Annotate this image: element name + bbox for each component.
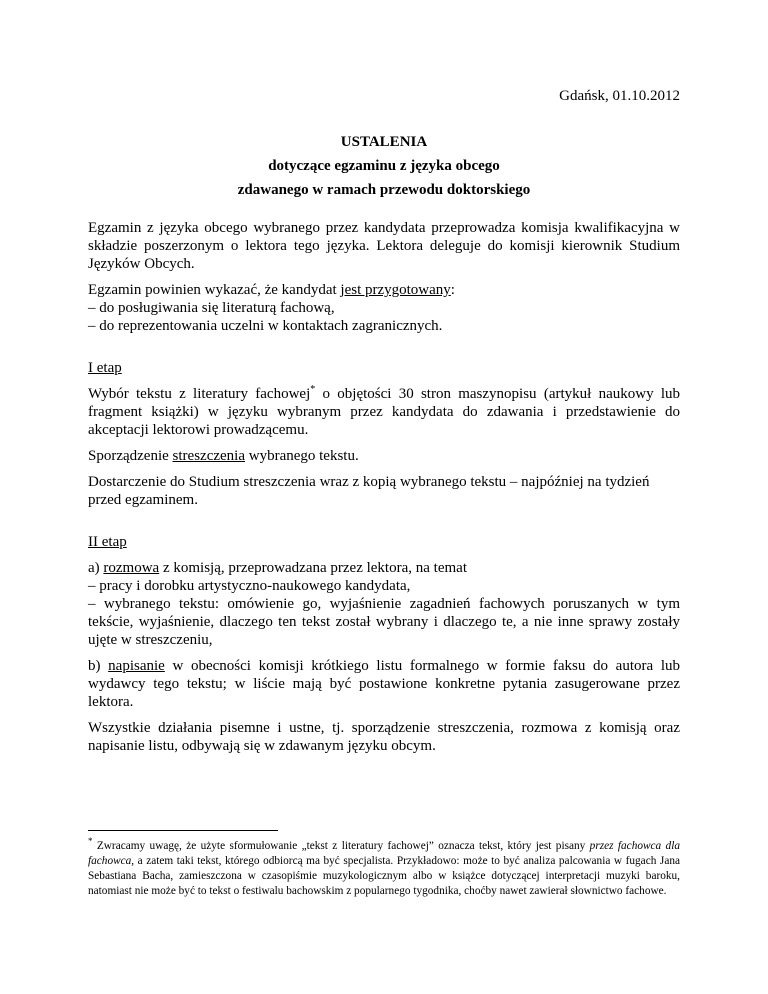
stage-2-b-prefix: b)	[88, 658, 109, 674]
requirements-item-1: – do posługiwania się literaturą fachową,	[88, 300, 335, 316]
stage-2-a-rest: z komisją, przeprowadzana przez lektora, na temat	[159, 560, 467, 576]
stage-2-point-a	[88, 559, 680, 649]
stage-2-b-rest: w obecności komisji krótkiego listu formalnego w formie faksu do autora lub wydawcy tego tekstu; w liście mają być postawione konkretne pytania zasugerowane przez lektora.	[88, 658, 680, 710]
footnote	[88, 836, 680, 899]
footnote-divider	[88, 830, 278, 831]
document-body	[88, 219, 680, 763]
stage-2-heading: II etap	[88, 534, 127, 550]
stage-2-a-prefix: a)	[88, 560, 104, 576]
footnote-text-a: Zwracamy uwagę, że użyte sformułowanie „tekst z literatury fachowej” oznacza tekst, który jest pisany	[92, 840, 590, 852]
stage-2-a-item-2: – wybranego tekstu: omówienie go, wyjaśnienie zagadnień fachowych poruszanych w tym tekście, wyjaśnienie, dlaczego ten tekst został wybrany i dlaczego te, a nie inne sprawy zostały ujęte w streszczeniu,	[88, 596, 680, 648]
stage-1-paragraph-2	[88, 447, 680, 465]
requirements-colon: :	[450, 282, 455, 298]
title-line-1: USTALENIA	[340, 134, 428, 150]
stage-1-paragraph-3: Dostarczenie do Studium streszczenia wraz z kopią wybranego tekstu – najpóźniej na tydzień przed egzaminem.	[88, 474, 650, 508]
requirements-underlined: jest przygotowany	[340, 282, 451, 298]
stage-2-b-underlined: napisanie	[108, 658, 165, 674]
stage-2-a-underlined: rozmowa	[103, 560, 160, 576]
stage-2-summary: Wszystkie działania pisemne i ustne, tj. sporządzenie streszczenia, rozmowa z komisją oraz napisanie listu, odbywają się w zdawanym języku obcym.	[88, 720, 680, 754]
stage-1-p2-b: wybranego tekstu.	[245, 448, 359, 464]
document-title	[88, 130, 680, 202]
stage-1-p2-underlined: streszczenia	[172, 448, 245, 464]
stage-2-point-b	[88, 657, 680, 711]
stage-1-text-a: Wybór tekstu z literatury fachowej	[88, 386, 311, 402]
footnote-reference: *	[310, 384, 316, 395]
footnote-text-italic: przez fachowca dla fachowca	[88, 840, 680, 867]
title-line-3: zdawanego w ramach przewodu doktorskiego	[237, 182, 531, 198]
stage-1-paragraph-1	[88, 385, 680, 439]
title-line-2: dotyczące egzaminu z języka obcego	[268, 158, 500, 174]
stage-1-text-b: o objętości 30 stron maszynopisu (artykuł naukowy lub fragment książki) w języku wybranym przez kandydata do zdawania i przedstawienie do akceptacji lektorowi prowadzącemu.	[88, 386, 680, 438]
stage-1-p2-a: Sporządzenie	[88, 448, 173, 464]
stage-2-a-item-1: – pracy i dorobku artystyczno-naukowego kandydata,	[88, 578, 411, 594]
requirements-paragraph	[88, 281, 680, 335]
requirements-item-2: – do reprezentowania uczelni w kontaktach zagranicznych.	[88, 318, 443, 334]
stage-1-heading: I etap	[88, 360, 122, 376]
document-date: Gdańsk, 01.10.2012	[559, 88, 680, 104]
requirements-lead: Egzamin powinien wykazać, że kandydat	[88, 282, 341, 298]
footnote-text-b: , a zatem taki tekst, którego odbiorcą ma być specjalista. Przykładowo: może to być analiza palcowania w fugach Jana Sebastiana Bacha, zamieszczona w czasopiśmie muzykologicznym albo w książce dotyczącej interpretacji muzyki baroku, natomiast nie może być to tekst o festiwalu bachowskim z popularnego tygodnika, choćby nawet zawierał słownictwo fachowe.	[88, 855, 680, 897]
intro-paragraph: Egzamin z języka obcego wybranego przez kandydata przeprowadza komisja kwalifikacyjna w składzie poszerzonym o lektora tego języka. Lektora deleguje do komisji kierownik Studium Języków Obcych.	[88, 220, 680, 272]
footnote-mark: *	[88, 836, 93, 847]
